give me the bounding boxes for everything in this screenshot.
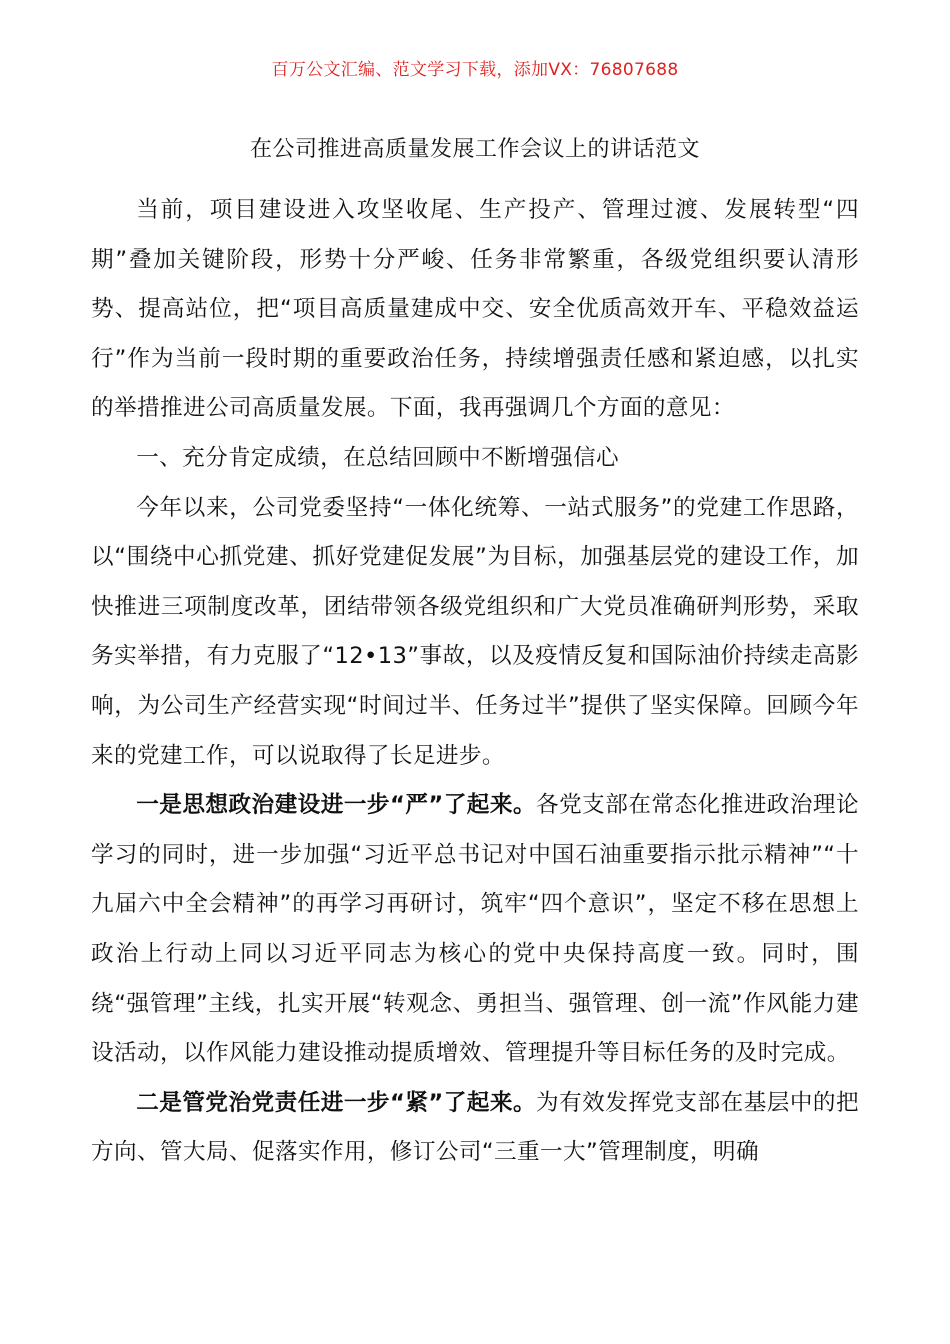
paragraph-text: 今年以来，公司党委坚持“一体化统筹、一站式服务”的党建工作思路，以“围绕中心抓党建、抓好党建促发展”为目标，加强基层党的建设工作，加快推进三项制度改革，团结带领各级党组织和广大党员准确研判形势，采取务实举措，有力克服了“12•13”事故，以及疫情反复和国际油价持续走高影响，为公司生产经营实现“时间过半、任务过半”提供了坚实保障。回顾今年来的党建工作，可以说取得了长足进步。 (91, 494, 859, 769)
paragraph-review (91, 484, 859, 782)
document-body (91, 186, 859, 1178)
paragraph-point-2 (91, 1079, 859, 1178)
paragraph-text: 各党支部在常态化推进政治理论学习的同时，进一步加强“习近平总书记对中国石油重要指示批示精神”“十九届六中全会精神”的再学习再研讨，筑牢“四个意识”，坚定不移在思想上政治上行动上同以习近平同志为核心的党中央保持高度一致。同时，围绕“强管理”主线，扎实开展“转观念、勇担当、强管理、创一流”作风能力建设活动，以作风能力建设推动提质增效、管理提升等目标任务的及时完成。 (91, 792, 859, 1067)
point-1-lead: 一是思想政治建设进一步“严”了起来。 (136, 792, 537, 819)
header-watermark-note: 百万公文汇编、范文学习下载，添加VX：76807688 (271, 60, 679, 80)
section-heading-1 (91, 434, 859, 484)
document-title: 在公司推进高质量发展工作会议上的讲话范文 (249, 137, 700, 162)
section-heading-text: 一、充分肯定成绩，在总结回顾中不断增强信心 (136, 444, 620, 471)
paragraph-text: 为有效发挥党支部在基层中的把方向、管大局、促落实作用，修订公司“三重一大”管理制度，明确 (91, 1089, 859, 1166)
paragraph-text: 当前，项目建设进入攻坚收尾、生产投产、管理过渡、发展转型“四期”叠加关键阶段，形势十分严峻、任务非常繁重，各级党组织要认清形势、提高站位，把“项目高质量建成中交、安全优质高效开车、平稳效益运行”作为当前一段时期的重要政治任务，持续增强责任感和紧迫感，以扎实的举措推进公司高质量发展。下面，我再强调几个方面的意见： (91, 197, 859, 422)
point-2-lead: 二是管党治党责任进一步“紧”了起来。 (136, 1089, 537, 1116)
paragraph-intro (91, 186, 859, 434)
paragraph-point-1 (91, 781, 859, 1079)
